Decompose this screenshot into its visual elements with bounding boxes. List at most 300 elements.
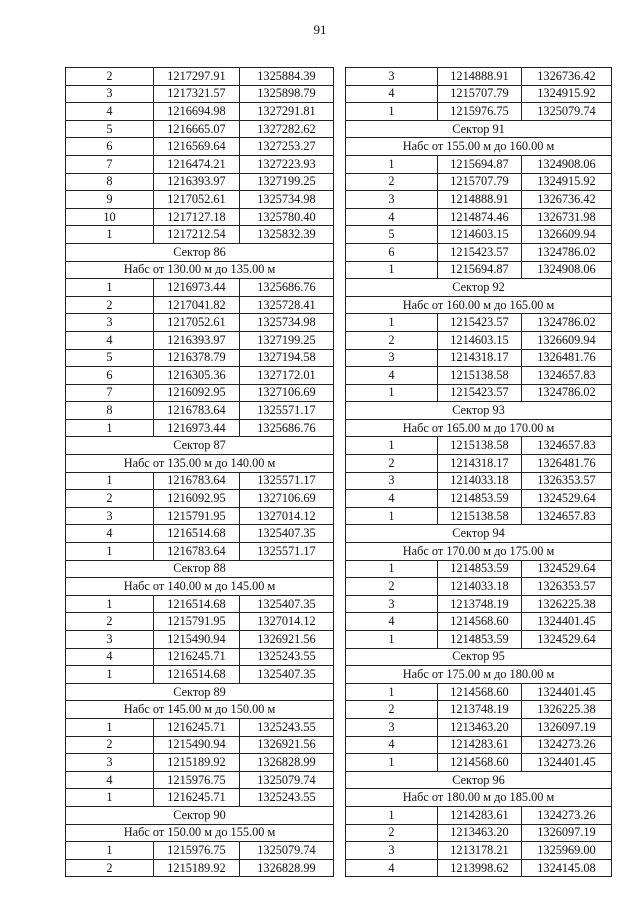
point-number-cell: 3: [66, 314, 154, 332]
table-row: [66, 472, 334, 490]
point-number-cell: 3: [346, 718, 438, 736]
table-row: [346, 806, 612, 824]
y-coordinate-cell: 1325407.35: [240, 525, 334, 543]
point-number-cell: 1: [66, 842, 154, 860]
point-number-cell: 4: [346, 208, 438, 226]
x-coordinate-cell: 1214568.60: [438, 754, 522, 772]
point-number-cell: 9: [66, 191, 154, 209]
sector-header-row: [66, 824, 334, 842]
point-number-cell: 1: [346, 683, 438, 701]
sector-header: Сектор 86: [66, 243, 334, 261]
x-coordinate-cell: 1215138.58: [438, 367, 522, 385]
y-coordinate-cell: 1326225.38: [522, 595, 612, 613]
y-coordinate-cell: 1324401.45: [522, 754, 612, 772]
y-coordinate-cell: 1327291.81: [240, 103, 334, 121]
point-number-cell: 2: [346, 578, 438, 596]
sector-header: Набс от 145.00 м до 150.00 м: [66, 701, 334, 719]
table-row: [346, 243, 612, 261]
y-coordinate-cell: 1324273.26: [522, 736, 612, 754]
x-coordinate-cell: 1216514.68: [154, 525, 240, 543]
x-coordinate-cell: 1215138.58: [438, 437, 522, 455]
x-coordinate-cell: 1215707.79: [438, 173, 522, 191]
y-coordinate-cell: 1327194.58: [240, 349, 334, 367]
sector-header-row: [346, 648, 612, 666]
table-row: [66, 208, 334, 226]
y-coordinate-cell: 1326921.56: [240, 736, 334, 754]
point-number-cell: 1: [346, 560, 438, 578]
x-coordinate-cell: 1213748.19: [438, 701, 522, 719]
point-number-cell: 4: [66, 771, 154, 789]
point-number-cell: 10: [66, 208, 154, 226]
sector-header: Сектор 90: [66, 806, 334, 824]
point-number-cell: 2: [66, 296, 154, 314]
x-coordinate-cell: 1215138.58: [438, 507, 522, 525]
y-coordinate-cell: 1325407.35: [240, 666, 334, 684]
point-number-cell: 1: [346, 631, 438, 649]
table-row: [66, 331, 334, 349]
sector-header: Набс от 175.00 м до 180.00 м: [346, 666, 612, 684]
y-coordinate-cell: 1327172.01: [240, 367, 334, 385]
table-row: [66, 384, 334, 402]
sector-header: Набс от 150.00 м до 155.00 м: [66, 824, 334, 842]
point-number-cell: 1: [66, 279, 154, 297]
x-coordinate-cell: 1214888.91: [438, 68, 522, 86]
point-number-cell: 4: [346, 367, 438, 385]
x-coordinate-cell: 1217321.57: [154, 85, 240, 103]
point-number-cell: 3: [346, 349, 438, 367]
point-number-cell: 1: [346, 806, 438, 824]
table-row: [66, 349, 334, 367]
point-number-cell: 5: [66, 349, 154, 367]
point-number-cell: 3: [346, 595, 438, 613]
y-coordinate-cell: 1327014.12: [240, 613, 334, 631]
table-row: [346, 155, 612, 173]
table-row: [66, 490, 334, 508]
table-row: [66, 85, 334, 103]
table-row: [66, 419, 334, 437]
y-coordinate-cell: 1326225.38: [522, 701, 612, 719]
y-coordinate-cell: 1324657.83: [522, 437, 612, 455]
y-coordinate-cell: 1324786.02: [522, 384, 612, 402]
x-coordinate-cell: 1217127.18: [154, 208, 240, 226]
sector-header-row: [346, 138, 612, 156]
point-number-cell: 1: [66, 472, 154, 490]
sector-header: Сектор 89: [66, 683, 334, 701]
x-coordinate-cell: 1215189.92: [154, 859, 240, 877]
x-coordinate-cell: 1215423.57: [438, 243, 522, 261]
point-number-cell: 1: [346, 261, 438, 279]
y-coordinate-cell: 1326481.76: [522, 455, 612, 473]
y-coordinate-cell: 1325243.55: [240, 789, 334, 807]
sector-header: Набс от 135.00 м до 140.00 м: [66, 455, 334, 473]
x-coordinate-cell: 1213748.19: [438, 595, 522, 613]
x-coordinate-cell: 1214874.46: [438, 208, 522, 226]
point-number-cell: 4: [66, 331, 154, 349]
point-number-cell: 3: [66, 85, 154, 103]
y-coordinate-cell: 1327282.62: [240, 120, 334, 138]
table-row: [66, 507, 334, 525]
point-number-cell: 4: [346, 85, 438, 103]
table-row: [66, 666, 334, 684]
y-coordinate-cell: 1325898.79: [240, 85, 334, 103]
point-number-cell: 1: [346, 314, 438, 332]
table-row: [346, 191, 612, 209]
x-coordinate-cell: 1217052.61: [154, 314, 240, 332]
y-coordinate-cell: 1325571.17: [240, 402, 334, 420]
x-coordinate-cell: 1216783.64: [154, 543, 240, 561]
sector-header-row: [66, 806, 334, 824]
point-number-cell: 1: [346, 507, 438, 525]
point-number-cell: 8: [66, 402, 154, 420]
y-coordinate-cell: 1326609.94: [522, 226, 612, 244]
y-coordinate-cell: 1326097.19: [522, 718, 612, 736]
y-coordinate-cell: 1325780.40: [240, 208, 334, 226]
x-coordinate-cell: 1214603.15: [438, 331, 522, 349]
x-coordinate-cell: 1214888.91: [438, 191, 522, 209]
page-number: 91: [313, 22, 327, 37]
point-number-cell: 3: [66, 507, 154, 525]
table-row: [346, 490, 612, 508]
x-coordinate-cell: 1216305.36: [154, 367, 240, 385]
sector-header: Сектор 93: [346, 402, 612, 420]
sector-header-row: [66, 683, 334, 701]
sector-header: Сектор 95: [346, 648, 612, 666]
sector-header: Набс от 160.00 м до 165.00 м: [346, 296, 612, 314]
y-coordinate-cell: 1325079.74: [240, 842, 334, 860]
table-row: [346, 683, 612, 701]
table-row: [66, 226, 334, 244]
x-coordinate-cell: 1215189.92: [154, 754, 240, 772]
point-number-cell: 4: [346, 736, 438, 754]
point-number-cell: 1: [346, 384, 438, 402]
y-coordinate-cell: 1326097.19: [522, 824, 612, 842]
table-row: [66, 718, 334, 736]
x-coordinate-cell: 1216783.64: [154, 472, 240, 490]
x-coordinate-cell: 1216569.64: [154, 138, 240, 156]
x-coordinate-cell: 1214568.60: [438, 683, 522, 701]
point-number-cell: 6: [66, 367, 154, 385]
sector-header-row: [346, 120, 612, 138]
x-coordinate-cell: 1215791.95: [154, 507, 240, 525]
table-row: [66, 613, 334, 631]
sector-header: Сектор 88: [66, 560, 334, 578]
y-coordinate-cell: 1326353.57: [522, 472, 612, 490]
y-coordinate-cell: 1325969.00: [522, 842, 612, 860]
table-row: [66, 155, 334, 173]
table-row: [346, 314, 612, 332]
y-coordinate-cell: 1327014.12: [240, 507, 334, 525]
sector-header: Набс от 155.00 м до 160.00 м: [346, 138, 612, 156]
point-number-cell: 1: [66, 595, 154, 613]
table-row: [66, 842, 334, 860]
sector-header: Набс от 170.00 м до 175.00 м: [346, 543, 612, 561]
point-number-cell: 2: [346, 331, 438, 349]
x-coordinate-cell: 1214033.18: [438, 472, 522, 490]
y-coordinate-cell: 1324273.26: [522, 806, 612, 824]
x-coordinate-cell: 1216393.97: [154, 331, 240, 349]
sector-header: Набс от 180.00 м до 185.00 м: [346, 789, 612, 807]
y-coordinate-cell: 1324657.83: [522, 367, 612, 385]
y-coordinate-cell: 1326481.76: [522, 349, 612, 367]
y-coordinate-cell: 1325571.17: [240, 472, 334, 490]
point-number-cell: 7: [66, 384, 154, 402]
sector-header: Набс от 165.00 м до 170.00 м: [346, 419, 612, 437]
x-coordinate-cell: 1215490.94: [154, 736, 240, 754]
y-coordinate-cell: 1324145.08: [522, 859, 612, 877]
y-coordinate-cell: 1327106.69: [240, 384, 334, 402]
sector-header-row: [66, 560, 334, 578]
y-coordinate-cell: 1324529.64: [522, 631, 612, 649]
x-coordinate-cell: 1216474.21: [154, 155, 240, 173]
x-coordinate-cell: 1215976.75: [154, 842, 240, 860]
x-coordinate-cell: 1216378.79: [154, 349, 240, 367]
point-number-cell: 1: [346, 155, 438, 173]
point-number-cell: 3: [66, 754, 154, 772]
point-number-cell: 5: [346, 226, 438, 244]
point-number-cell: 7: [66, 155, 154, 173]
point-number-cell: 4: [346, 490, 438, 508]
x-coordinate-cell: 1214283.61: [438, 806, 522, 824]
table-row: [346, 842, 612, 860]
sector-header: Сектор 87: [66, 437, 334, 455]
y-coordinate-cell: 1324657.83: [522, 507, 612, 525]
y-coordinate-cell: 1326736.42: [522, 68, 612, 86]
table-row: [66, 789, 334, 807]
y-coordinate-cell: 1325686.76: [240, 279, 334, 297]
table-row: [346, 701, 612, 719]
y-coordinate-cell: 1326828.99: [240, 859, 334, 877]
x-coordinate-cell: 1214853.59: [438, 560, 522, 578]
table-row: [66, 736, 334, 754]
sector-header-row: [346, 543, 612, 561]
x-coordinate-cell: 1213463.20: [438, 824, 522, 842]
x-coordinate-cell: 1217052.61: [154, 191, 240, 209]
sector-header-row: [66, 701, 334, 719]
x-coordinate-cell: 1215791.95: [154, 613, 240, 631]
table-row: [66, 279, 334, 297]
sector-header-row: [346, 789, 612, 807]
y-coordinate-cell: 1326921.56: [240, 631, 334, 649]
point-number-cell: 1: [66, 226, 154, 244]
y-coordinate-cell: 1325734.98: [240, 191, 334, 209]
point-number-cell: 4: [346, 613, 438, 631]
x-coordinate-cell: 1216245.71: [154, 718, 240, 736]
sector-header: Сектор 91: [346, 120, 612, 138]
point-number-cell: 1: [346, 437, 438, 455]
x-coordinate-cell: 1215423.57: [438, 384, 522, 402]
point-number-cell: 1: [66, 789, 154, 807]
table-row: [346, 718, 612, 736]
point-number-cell: 3: [346, 68, 438, 86]
table-row: [66, 120, 334, 138]
x-coordinate-cell: 1215694.87: [438, 155, 522, 173]
x-coordinate-cell: 1214033.18: [438, 578, 522, 596]
table-row: [346, 437, 612, 455]
point-number-cell: 8: [66, 173, 154, 191]
x-coordinate-cell: 1216393.97: [154, 173, 240, 191]
table-row: [346, 578, 612, 596]
point-number-cell: 4: [66, 103, 154, 121]
table-row: [346, 507, 612, 525]
point-number-cell: 2: [66, 736, 154, 754]
point-number-cell: 4: [66, 648, 154, 666]
table-row: [66, 754, 334, 772]
x-coordinate-cell: 1217212.54: [154, 226, 240, 244]
table-row: [66, 402, 334, 420]
y-coordinate-cell: 1327106.69: [240, 490, 334, 508]
sector-header-row: [346, 419, 612, 437]
table-row: [66, 138, 334, 156]
y-coordinate-cell: 1326731.98: [522, 208, 612, 226]
sector-header: Сектор 96: [346, 771, 612, 789]
coordinates-table-right: [345, 67, 612, 877]
table-row: [66, 595, 334, 613]
point-number-cell: 3: [66, 631, 154, 649]
x-coordinate-cell: 1214603.15: [438, 226, 522, 244]
y-coordinate-cell: 1325243.55: [240, 718, 334, 736]
sector-header-row: [346, 666, 612, 684]
x-coordinate-cell: 1216092.95: [154, 490, 240, 508]
table-row: [346, 455, 612, 473]
y-coordinate-cell: 1324401.45: [522, 683, 612, 701]
table-row: [346, 384, 612, 402]
point-number-cell: 2: [66, 859, 154, 877]
x-coordinate-cell: 1215423.57: [438, 314, 522, 332]
table-row: [66, 631, 334, 649]
table-row: [346, 85, 612, 103]
point-number-cell: 6: [66, 138, 154, 156]
y-coordinate-cell: 1325243.55: [240, 648, 334, 666]
sector-header: Набс от 140.00 м до 145.00 м: [66, 578, 334, 596]
x-coordinate-cell: 1216514.68: [154, 595, 240, 613]
y-coordinate-cell: 1326353.57: [522, 578, 612, 596]
sector-header-row: [346, 525, 612, 543]
x-coordinate-cell: 1216514.68: [154, 666, 240, 684]
point-number-cell: 1: [66, 666, 154, 684]
x-coordinate-cell: 1216665.07: [154, 120, 240, 138]
y-coordinate-cell: 1324786.02: [522, 314, 612, 332]
y-coordinate-cell: 1324908.06: [522, 155, 612, 173]
table-row: [346, 367, 612, 385]
point-number-cell: 2: [66, 490, 154, 508]
point-number-cell: 3: [346, 842, 438, 860]
table-row: [66, 771, 334, 789]
sector-header-row: [66, 243, 334, 261]
y-coordinate-cell: 1324908.06: [522, 261, 612, 279]
y-coordinate-cell: 1325734.98: [240, 314, 334, 332]
x-coordinate-cell: 1214283.61: [438, 736, 522, 754]
point-number-cell: 1: [66, 718, 154, 736]
y-coordinate-cell: 1327223.93: [240, 155, 334, 173]
y-coordinate-cell: 1325079.74: [522, 103, 612, 121]
table-row: [346, 226, 612, 244]
x-coordinate-cell: 1215707.79: [438, 85, 522, 103]
y-coordinate-cell: 1325728.41: [240, 296, 334, 314]
x-coordinate-cell: 1213998.62: [438, 859, 522, 877]
table-row: [346, 560, 612, 578]
y-coordinate-cell: 1326609.94: [522, 331, 612, 349]
point-number-cell: 3: [346, 191, 438, 209]
sector-header: Сектор 92: [346, 279, 612, 297]
y-coordinate-cell: 1324786.02: [522, 243, 612, 261]
point-number-cell: 1: [346, 754, 438, 772]
table-row: [346, 173, 612, 191]
sector-header-row: [66, 261, 334, 279]
table-row: [346, 754, 612, 772]
point-number-cell: 4: [346, 859, 438, 877]
y-coordinate-cell: 1324529.64: [522, 560, 612, 578]
point-number-cell: 3: [346, 472, 438, 490]
x-coordinate-cell: 1216245.71: [154, 789, 240, 807]
table-row: [346, 331, 612, 349]
point-number-cell: 2: [346, 701, 438, 719]
x-coordinate-cell: 1214853.59: [438, 490, 522, 508]
x-coordinate-cell: 1215490.94: [154, 631, 240, 649]
table-row: [66, 68, 334, 86]
sector-header: Сектор 94: [346, 525, 612, 543]
table-row: [346, 824, 612, 842]
x-coordinate-cell: 1216973.44: [154, 419, 240, 437]
x-coordinate-cell: 1215976.75: [438, 103, 522, 121]
point-number-cell: 4: [66, 525, 154, 543]
table-row: [66, 648, 334, 666]
x-coordinate-cell: 1214853.59: [438, 631, 522, 649]
point-number-cell: 1: [346, 103, 438, 121]
sector-header-row: [346, 771, 612, 789]
table-row: [66, 191, 334, 209]
sector-header: Набс от 130.00 м до 135.00 м: [66, 261, 334, 279]
x-coordinate-cell: 1213178.21: [438, 842, 522, 860]
table-row: [66, 525, 334, 543]
y-coordinate-cell: 1326828.99: [240, 754, 334, 772]
table-row: [66, 314, 334, 332]
point-number-cell: 2: [66, 613, 154, 631]
x-coordinate-cell: 1216973.44: [154, 279, 240, 297]
coordinates-table-left: [65, 67, 334, 877]
sector-header-row: [66, 455, 334, 473]
table-row: [346, 103, 612, 121]
table-row: [346, 613, 612, 631]
y-coordinate-cell: 1324915.92: [522, 173, 612, 191]
point-number-cell: 2: [66, 68, 154, 86]
table-row: [346, 736, 612, 754]
table-row: [346, 631, 612, 649]
sector-header-row: [66, 437, 334, 455]
y-coordinate-cell: 1325884.39: [240, 68, 334, 86]
x-coordinate-cell: 1216092.95: [154, 384, 240, 402]
sector-header-row: [346, 402, 612, 420]
y-coordinate-cell: 1327253.27: [240, 138, 334, 156]
y-coordinate-cell: 1324401.45: [522, 613, 612, 631]
table-row: [66, 296, 334, 314]
y-coordinate-cell: 1324529.64: [522, 490, 612, 508]
x-coordinate-cell: 1214318.17: [438, 455, 522, 473]
x-coordinate-cell: 1216783.64: [154, 402, 240, 420]
point-number-cell: 1: [66, 543, 154, 561]
y-coordinate-cell: 1326736.42: [522, 191, 612, 209]
point-number-cell: 2: [346, 824, 438, 842]
sector-header-row: [346, 279, 612, 297]
y-coordinate-cell: 1327199.25: [240, 173, 334, 191]
table-row: [66, 859, 334, 877]
x-coordinate-cell: 1214568.60: [438, 613, 522, 631]
table-row: [346, 472, 612, 490]
table-row: [346, 595, 612, 613]
y-coordinate-cell: 1325686.76: [240, 419, 334, 437]
table-row: [346, 261, 612, 279]
table-body-left: [66, 68, 334, 877]
point-number-cell: 6: [346, 243, 438, 261]
